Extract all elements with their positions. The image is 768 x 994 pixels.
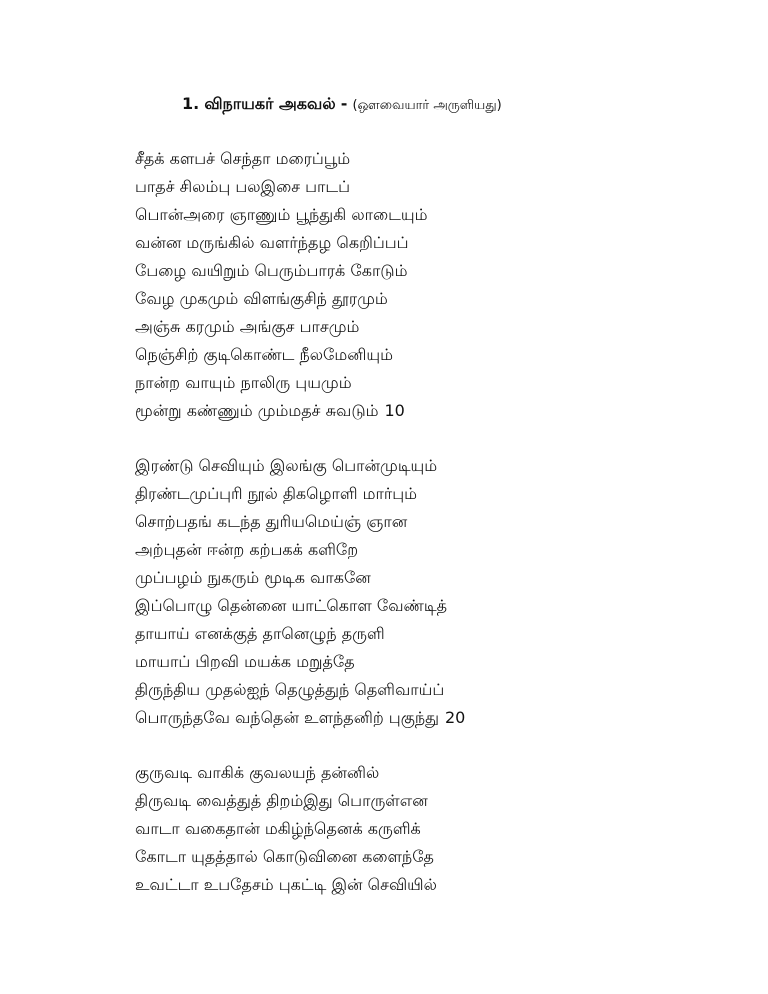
verse-line: வன்ன மருங்கில் வளர்ந்தழ கெறிப்பப் bbox=[135, 233, 409, 252]
stanza-2 bbox=[135, 452, 465, 732]
verse-line: முப்பழம் நுகரும் மூடிக வாகனே bbox=[135, 568, 371, 587]
stanza-3 bbox=[135, 759, 437, 899]
verse-line: திருவடி வைத்துத் திறம்இது பொருள்என bbox=[135, 791, 428, 810]
verse-line: வேழ முகமும் விளங்குசிந் தூரமும் bbox=[135, 289, 388, 308]
line-number: 10 bbox=[384, 401, 405, 420]
verse-line: மூன்று கண்ணும் மும்மதச் சுவடும் 10 bbox=[135, 401, 405, 420]
verse-line: பாதச் சிலம்பு பலஇசை பாடப் bbox=[135, 177, 351, 196]
verse-line: பேழை வயிறும் பெரும்பாரக் கோடும் bbox=[135, 261, 408, 280]
verse-line: மாயாப் பிறவி மயக்க மறுத்தே bbox=[135, 652, 355, 671]
verse-line: குருவடி வாகிக் குவலயந் தன்னில் bbox=[135, 763, 380, 782]
verse-line: உவட்டா உபதேசம் புகட்டி இன் செவியில் bbox=[135, 875, 437, 894]
title-main: விநாயகர் அகவல் bbox=[204, 94, 336, 113]
verse-line: திரண்டமுப்புரி நூல் திகழொளி மார்பும் bbox=[135, 484, 417, 503]
verse-line: அற்புதன் ஈன்ற கற்பகக் களிறே bbox=[135, 540, 359, 559]
line-number: 20 bbox=[444, 708, 466, 727]
verse-line: திருந்திய முதல்ஐந் தெழுத்துந் தெளிவாய்ப் bbox=[135, 680, 445, 699]
verse-line: தாயாய் எனக்குத் தானெழுந் தருளி bbox=[135, 624, 385, 643]
verse-line: நெஞ்சிற் குடிகொண்ட நீலமேனியும் bbox=[135, 345, 393, 364]
verse-line: இப்பொழு தென்னை யாட்கொள வேண்டித் bbox=[135, 596, 448, 615]
verse-line: இரண்டு செவியும் இலங்கு பொன்முடியும் bbox=[135, 456, 438, 475]
stanza-1 bbox=[135, 145, 427, 425]
poem-title bbox=[182, 92, 502, 118]
title-subtitle: (ஔவையார் அருளியது) bbox=[352, 98, 502, 113]
verse-line: பொன்அரை ஞாணும் பூந்துகி லாடையும் bbox=[135, 205, 428, 224]
verse-line: அஞ்சு கரமும் அங்குச பாசமும் bbox=[135, 317, 360, 336]
verse-line: கோடா யுதத்தால் கொடுவினை களைந்தே bbox=[135, 847, 434, 866]
title-separator: - bbox=[340, 94, 348, 113]
verse-line: சொற்பதங் கடந்த துரியமெய்ஞ் ஞான bbox=[135, 512, 408, 531]
verse-line: சீதக் களபச் செந்தா மரைப்பூம் bbox=[135, 149, 351, 168]
verse-line: நான்ற வாயும் நாலிரு புயமும் bbox=[135, 373, 352, 392]
verse-line: வாடா வகைதான் மகிழ்ந்தெனக் கருளிக் bbox=[135, 819, 421, 838]
verse-line: பொருந்தவே வந்தென் உளந்தனிற் புகுந்து 20 bbox=[135, 708, 466, 727]
title-number: 1. bbox=[182, 94, 200, 113]
